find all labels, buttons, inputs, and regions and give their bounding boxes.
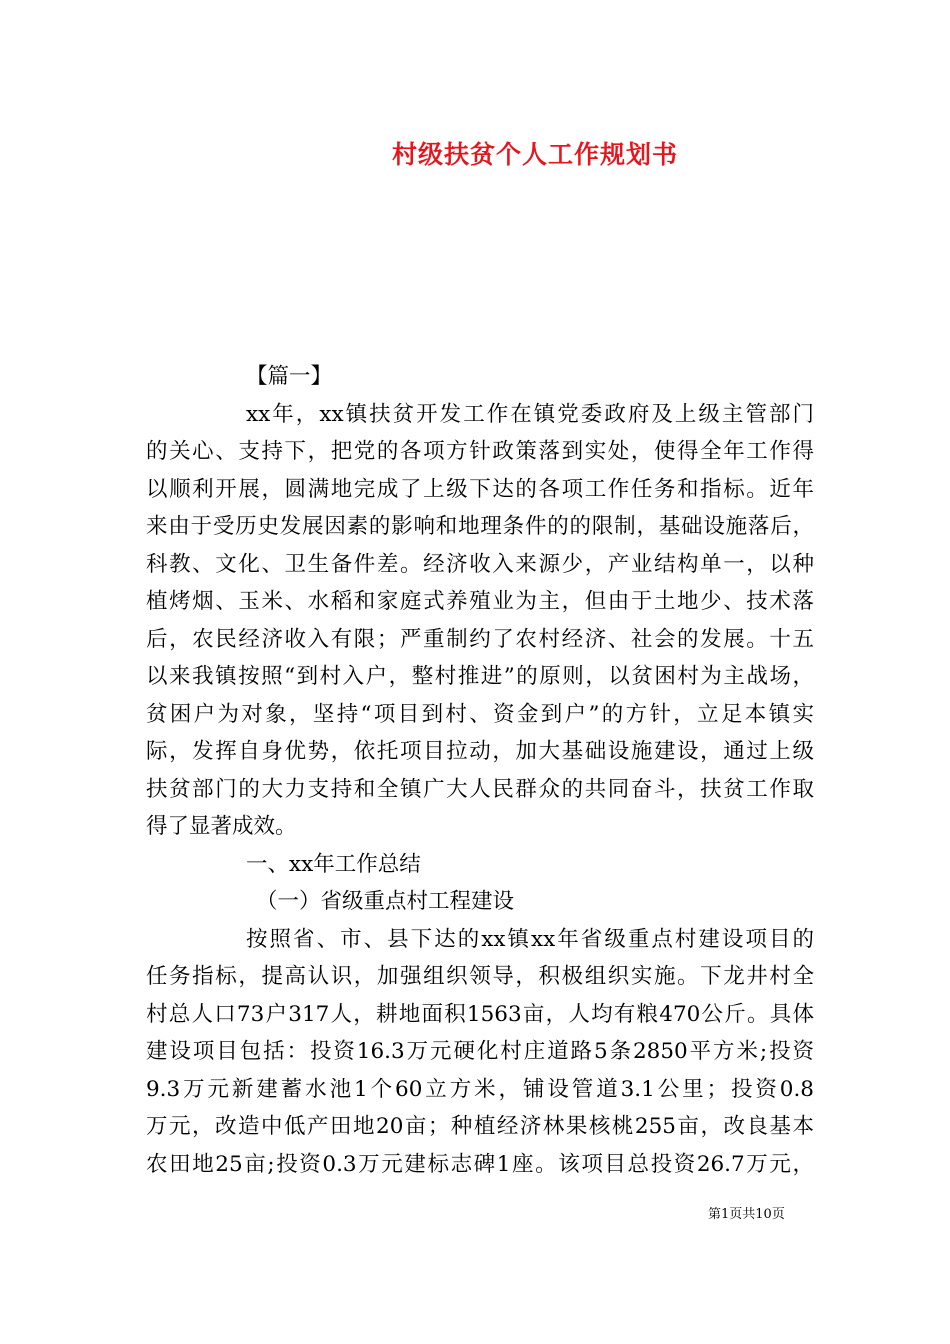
document-title: 村级扶贫个人工作规划书: [391, 140, 678, 169]
paragraph-line: 村总人口73户317人，耕地面积1563亩，人均有粮470公斤。具体: [146, 1001, 814, 1027]
paragraph-line: 来由于受历史发展因素的影响和地理条件的的限制，基础设施落后，: [146, 514, 814, 539]
paragraph-line: 扶贫部门的大力支持和全镇广大人民群众的共同奋斗，扶贫工作取: [146, 776, 814, 802]
paragraph-line: 以来我镇按照“到村入户，整村推进”的原则，以贫困村为主战场，: [146, 664, 814, 689]
paragraph-line: 科教、文化、卫生备件差。经济收入来源少，产业结构单一，以种: [146, 551, 814, 577]
section-heading: 一、xx年工作总结: [246, 851, 421, 877]
page-number-footer: 第1页共10页: [708, 1207, 785, 1222]
paragraph-line: 农田地25亩;投资0.3万元建标志碑1座。该项目总投资26.7万元，: [146, 1151, 814, 1177]
paragraph-line: 9.3万元新建蓄水池1个60立方米，铺设管道3.1公里；投资0.8: [146, 1076, 814, 1102]
subsection-heading: （一）省级重点村工程建设: [256, 889, 515, 914]
paragraph-line: 后，农民经济收入有限；严重制约了农村经济、社会的发展。十五: [146, 626, 814, 652]
paragraph-line: 任务指标，提高认识，加强组织领导，积极组织实施。下龙井村全: [146, 964, 814, 989]
section-marker: 【篇一】: [246, 364, 333, 389]
paragraph-line: 万元，改造中低产田地20亩；种植经济林果核桃255亩，改良基本: [146, 1114, 814, 1139]
paragraph-line: 植烤烟、玉米、水稻和家庭式养殖业为主，但由于土地少、技术落: [146, 589, 814, 614]
paragraph-line: 际，发挥自身优势，依托项目拉动，加大基础设施建设，通过上级: [146, 739, 814, 764]
paragraph-line: 按照省、市、县下达的xx镇xx年省级重点村建设项目的: [246, 926, 814, 952]
paragraph-line: 贫困户为对象，坚持“项目到村、资金到户”的方针，立足本镇实: [146, 701, 814, 727]
paragraph-line: 建设项目包括：投资16.3万元硬化村庄道路5条2850平方米;投资: [146, 1039, 814, 1064]
document-body: [146, 358, 814, 1183]
paragraph-line: xx年，xx镇扶贫开发工作在镇党委政府及上级主管部门: [246, 401, 814, 427]
paragraph-line: 的关心、支持下，把党的各项方针政策落到实处，使得全年工作得: [146, 439, 814, 464]
paragraph-line: 得了显著成效。: [146, 814, 297, 839]
paragraph-line: 以顺利开展，圆满地完成了上级下达的各项工作任务和指标。近年: [146, 476, 814, 502]
